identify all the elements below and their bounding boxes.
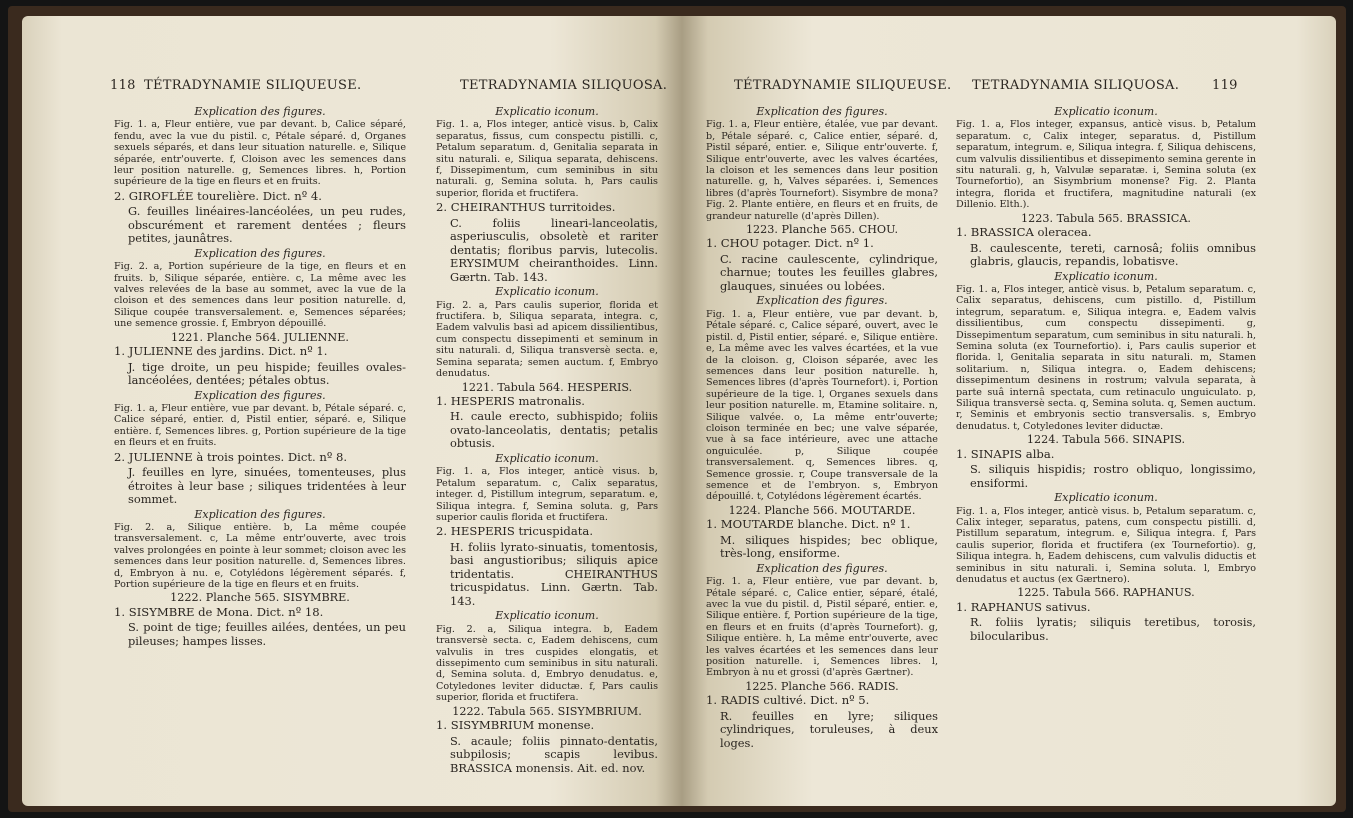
species-entry: 1. BRASSICA oleracea. — [956, 225, 1092, 240]
figure-explanation: Fig. 1. a, Fleur entière, étalée, vue par devant. b, Pétale séparé. c, Calice entier, séparé. d, Pistil séparé, entier. e, Silique entr'ouverte. f, Silique entr'ouverte, avec les valves écartées, la cloison et les semences dans leur position naturelle. g, h, Valves séparées. i, Semences libres (d'après Tournefort). Sisymbre de mona? Fig. 2. Plante entière, en fleurs et en fruits, de grandeur naturelle (d'après Dillen). — [706, 119, 938, 222]
figure-explanation: Fig. 2. a, Portion supérieure de la tige, en fleurs et en fruits. b, Silique séparée, entière. c, La même avec les valves relevées de la base au sommet, avec la vue de la cloison et des semences dans leur position naturelle. d, Silique coupée transversalement. e, Semences séparées; une semence grossie. f, Embryon dépouillé. — [114, 261, 406, 330]
species-entry: 2. CHEIRANTHUS turritoides. — [436, 200, 616, 215]
left-french-column — [114, 106, 406, 650]
figure-explanation: Fig. 1. a, Flos integer, anticè visus. b, Petalum separatum. c, Calix separatus, dehiscens, cum pistillo. d, Pistillum integrum, separatum. e, Siliqua integra. e, Eadem valvis dissilientibus, cum conspectu dissepimenti. g, Dissepimentum separatum, cum seminibus in situ naturali. h, Semina soluta (ex Tournefortio). i, Pars caulis superior et florida. l, Genitalia separata in situ naturali. m, Stamen solitarium. n, Siliqua integra. o, Eadem dehiscens; dissepimentum desinens in rostrum; valvula separata, à parte suâ internâ spectata, cum retinaculo unguiculato. p, Siliqua transversè secta. q, Semina soluta. q, Semen auctum. r, Seminis et embryonis sectio transversalis. s, Embryo denudatus. t, Cotyledones leviter diductæ. — [956, 283, 1256, 432]
figure-explanation: Fig. 1. a, Flos integer, expansus, anticè visus. b, Petalum separatum. c, Calix integer, separatus. d, Pistillum separatum, integrum. e, Siliqua integra. f, Siliqua dehiscens, cum valvulis dissilientibus et dissepimento semina gerente in situ naturali. g, h, Valvulæ separatæ. i, Semina soluta (ex Tournefortio), an Sisymbrium monense? Fig. 2. Planta integra, florida et fructifera, magnitudine naturali (ex Dillenio. Elth.). — [956, 119, 1256, 211]
open-book — [8, 6, 1346, 812]
right-header-french: TÉTRADYNAMIE SILIQUEUSE. — [734, 78, 952, 93]
plate-heading: 1222. Planche 565. SISYMBRE. — [170, 591, 350, 605]
species-description: R. foliis lyratis; siliquis teretibus, torosis, bilocularibus. — [970, 615, 1256, 643]
species-entry: 1. RADIS cultivé. Dict. nº 5. — [706, 693, 870, 708]
species-entry: 1. CHOU potager. Dict. nº 1. — [706, 236, 874, 251]
species-entry: 1. JULIENNE des jardins. Dict. nº 1. — [114, 344, 328, 359]
caption: Explicatio iconum. — [1054, 269, 1158, 283]
caption: Explication des figures. — [194, 246, 326, 260]
plate-heading: 1225. Tabula 566. RAPHANUS. — [1017, 586, 1195, 600]
species-description: G. feuilles linéaires-lancéolées, un peu rudes, obscurément et rarement dentées ; fleurs petites, jaunâtres. — [128, 204, 406, 246]
plate-heading: 1222. Tabula 565. SISYMBRIUM. — [452, 704, 642, 718]
caption: Explicatio iconum. — [495, 451, 599, 465]
caption: Explication des figures. — [756, 294, 888, 308]
figure-explanation: Fig. 2. a, Siliqua integra. b, Eadem transversè secta. c, Eadem dehiscens, cum valvulis in tres cuspides elongatis, et dissepimento cum seminibus in situ naturali. d, Semina soluta. d, Embryo denudatus. e, Cotyledones leviter diductæ. f, Pars caulis superior, florida et fructifera. — [436, 623, 658, 704]
species-description: M. siliques hispides; bec oblique, très-long, ensiforme. — [720, 532, 938, 561]
figure-explanation: Fig. 1. a, Flos integer, anticè visus. b, Calix separatus, fissus, cum conspectu pistilli. c, Petalum separatum. d, Genitalia separata in situ naturali. e, Siliqua separata, dehiscens. f, Dissepimentum, cum seminibus in situ naturali. g, Semina soluta. h, Pars caulis superior, florida et fructifera. — [436, 119, 658, 199]
right-latin-column — [956, 106, 1256, 645]
species-description: C. racine caulescente, cylindrique, charnue; toutes les feuilles glabres, glauques, sinuées ou lobées. — [720, 251, 938, 293]
left-header-latin: TETRADYNAMIA SILIQUOSA. — [460, 78, 668, 93]
left-header-french: TÉTRADYNAMIE SILIQUEUSE. — [144, 78, 362, 93]
species-entry: 1. MOUTARDE blanche. Dict. nº 1. — [706, 517, 911, 532]
figure-explanation: Fig. 1. a, Flos integer, anticè visus. b, Petalum separatum. c, Calix integer, separatus, patens, cum conspectu pistilli. d, Pistillum separatum, integrum. e, Siliqua integra. f, Pars caulis superior, florida et fructifera (ex Tournefortio). g, Siliqua integra. h, Eadem dehiscens, cum valvulis diductis et seminibus in situ naturali. i, Semina soluta. l, Embryo denudatus et auctus (ex Gærtnero). — [956, 505, 1256, 585]
figure-explanation: Fig. 2. a, Pars caulis superior, florida et fructifera. b, Siliqua separata, integra. c, Eadem valvulis basi ad apicem dissilientibus, cum conspectu dissepimenti et seminum in situ naturali. d, Siliqua transversè secta. e, Semina separata; semen auctum. f, Embryo denudatus. — [436, 299, 658, 380]
plate-heading: 1223. Tabula 565. BRASSICA. — [1021, 211, 1191, 225]
species-entry: 1. HESPERIS matronalis. — [436, 393, 585, 408]
left-latin-column — [436, 106, 658, 777]
species-entry: 2. JULIENNE à trois pointes. Dict. nº 8. — [114, 449, 348, 464]
caption: Explicatio iconum. — [1054, 105, 1158, 118]
species-entry: 2. GIROFLÉE tourelière. Dict. nº 4. — [114, 188, 322, 203]
species-entry: 2. HESPERIS tricuspidata. — [436, 524, 594, 539]
species-description: S. siliquis hispidis; rostro obliquo, longissimo, ensiformi. — [970, 462, 1256, 490]
species-entry: 1. RAPHANUS sativus. — [956, 599, 1091, 614]
species-description: S. acaule; foliis pinnato-dentatis, subpilosis; scapis levibus. BRASSICA monensis. Ait. ed. nov. — [450, 733, 658, 775]
species-description: J. tige droite, un peu hispide; feuilles ovales-lancéolées, dentées; pétales obtus. — [128, 359, 406, 388]
caption: Explication des figures. — [756, 561, 888, 575]
species-entry: 1. SISYMBRIUM monense. — [436, 718, 595, 732]
caption: Explicatio iconum. — [495, 285, 599, 299]
caption: Explicatio iconum. — [495, 105, 599, 118]
caption: Explicatio iconum. — [1054, 491, 1158, 505]
caption: Explicatio iconum. — [495, 609, 599, 623]
left-page — [22, 16, 682, 806]
caption: Explication des figures. — [756, 105, 888, 118]
plate-heading: 1221. Tabula 564. HESPERIS. — [461, 380, 633, 394]
plate-heading: 1224. Tabula 566. SINAPIS. — [1026, 433, 1186, 447]
plate-heading: 1224. Planche 566. MOUTARDE. — [728, 503, 916, 517]
caption: Explication des figures. — [194, 105, 326, 118]
caption: Explication des figures. — [194, 507, 326, 521]
species-description: H. foliis lyrato-sinuatis, tomentosis, basi angustioribus; siliquis apice tridentatis. CHEIRANTHUS tricuspidatus. Linn. Gærtn. Tab. 143. — [450, 539, 658, 608]
figure-explanation: Fig. 2. a, Silique entière. b, La même coupée transversalement. c, La même entr'ouverte, avec trois valves prolongées en pointe à leur sommet; cloison avec les semences dans leur position naturelle. d, Semences libres. d, Embryon à nu. e, Cotylédons légèrement séparés. f, Portion supérieure de la tige en fleurs et en fruits. — [114, 522, 406, 591]
species-description: J. feuilles en lyre, sinuées, tomenteuses, plus étroites à leur base ; siliques tridentées à leur sommet. — [128, 465, 406, 507]
species-description: S. point de tige; feuilles ailées, dentées, un peu pileuses; hampes lisses. — [128, 620, 406, 648]
figure-explanation: Fig. 1. a, Fleur entière, vue par devant. b, Pétale séparé. c, Calice séparé, entier. d, Pistil entier, séparé. e, Silique entière. f, Semences libres. g, Portion supérieure de la tige en fleurs et en fruits. — [114, 403, 406, 449]
right-page-number: 119 — [1212, 78, 1238, 93]
species-description: C. foliis lineari-lanceolatis, asperiusculis, obsoletè et rariter dentatis; floribus parvis, lutecolis. ERYSIMUM cheiranthoides. Linn. Gærtn. Tab. 143. — [450, 215, 658, 284]
caption: Explication des figures. — [194, 388, 326, 402]
figure-explanation: Fig. 1. a, Fleur entière, vue par devant. b, Pétale séparé. c, Calice entier, séparé, étalé, avec la vue du pistil. d, Pistil séparé, entier. e, Silique entière. f, Portion supérieure de la tige, en fleurs et en fruits (d'après Tournefort). g, Silique entière. h, La même entr'ouverte, avec les valves écartées et les semences dans leur position naturelle. i, Semences libres. l, Embryon à nu et grossi (d'après Gærtner). — [706, 576, 938, 679]
species-description: H. caule erecto, subhispido; foliis ovato-lanceolatis, dentatis; petalis obtusis. — [450, 409, 658, 451]
right-page — [682, 16, 1336, 806]
species-entry: 1. SISYMBRE de Mona. Dict. nº 18. — [114, 604, 324, 619]
left-page-number: 118 — [110, 78, 136, 93]
right-french-column — [706, 106, 938, 752]
right-header-latin: TETRADYNAMIA SILIQUOSA. — [972, 78, 1180, 93]
species-entry: 1. SINAPIS alba. — [956, 446, 1055, 461]
figure-explanation: Fig. 1. a, Fleur entière, vue par devant. b, Pétale séparé. c, Calice séparé, ouvert, avec le pistil. d, Pistil entier, séparé. e, Silique entière. e, La même avec les valves écartées, et la vue de la cloison. g, Cloison séparée, avec les semences dans leur position naturelle. h, Semences libres (d'après Tournefort). i, Portion supérieure de la tige. l, Organes sexuels dans leur position naturelle. m, Etamine solitaire. n, Silique valvée. o, La même entr'ouverte; cloison terminée en bec; une valve séparée, vue à sa face intérieure, avec une attache onguiculée. p, Silique coupée transversalement. q, Semences libres. q, Semence grossie. r, Coupe transversale de la semence et de l'embryon. s, Embryon dépouillé. t, Cotylédons légèrement écartés. — [706, 308, 938, 503]
figure-explanation: Fig. 1. a, Fleur entière, vue par devant. b, Calice séparé, fendu, avec la vue du pistil. c, Pétale séparé. d, Organes sexuels séparés, et dans leur situation naturelle. e, Silique séparée, entr'ouverte. f, Cloison avec les semences dans leur position naturelle. g, Semences libres. h, Portion supérieure de la tige en fleurs et en fruits. — [114, 119, 406, 188]
plate-heading: 1223. Planche 565. CHOU. — [745, 223, 899, 237]
plate-heading: 1221. Planche 564. JULIENNE. — [171, 330, 349, 344]
plate-heading: 1225. Planche 566. RADIS. — [745, 679, 899, 693]
species-description: R. feuilles en lyre; siliques cylindriques, toruleuses, à deux loges. — [720, 708, 938, 750]
species-description: B. caulescente, tereti, carnosâ; foliis omnibus glabris, glaucis, repandis, lobatisve. — [970, 240, 1256, 269]
figure-explanation: Fig. 1. a, Flos integer, anticè visus. b, Petalum separatum. c, Calix separatus, integer. d, Pistillum integrum, separatum. e, Siliqua integra. f, Semina soluta. g, Pars superior caulis florida et fructifera. — [436, 466, 658, 523]
